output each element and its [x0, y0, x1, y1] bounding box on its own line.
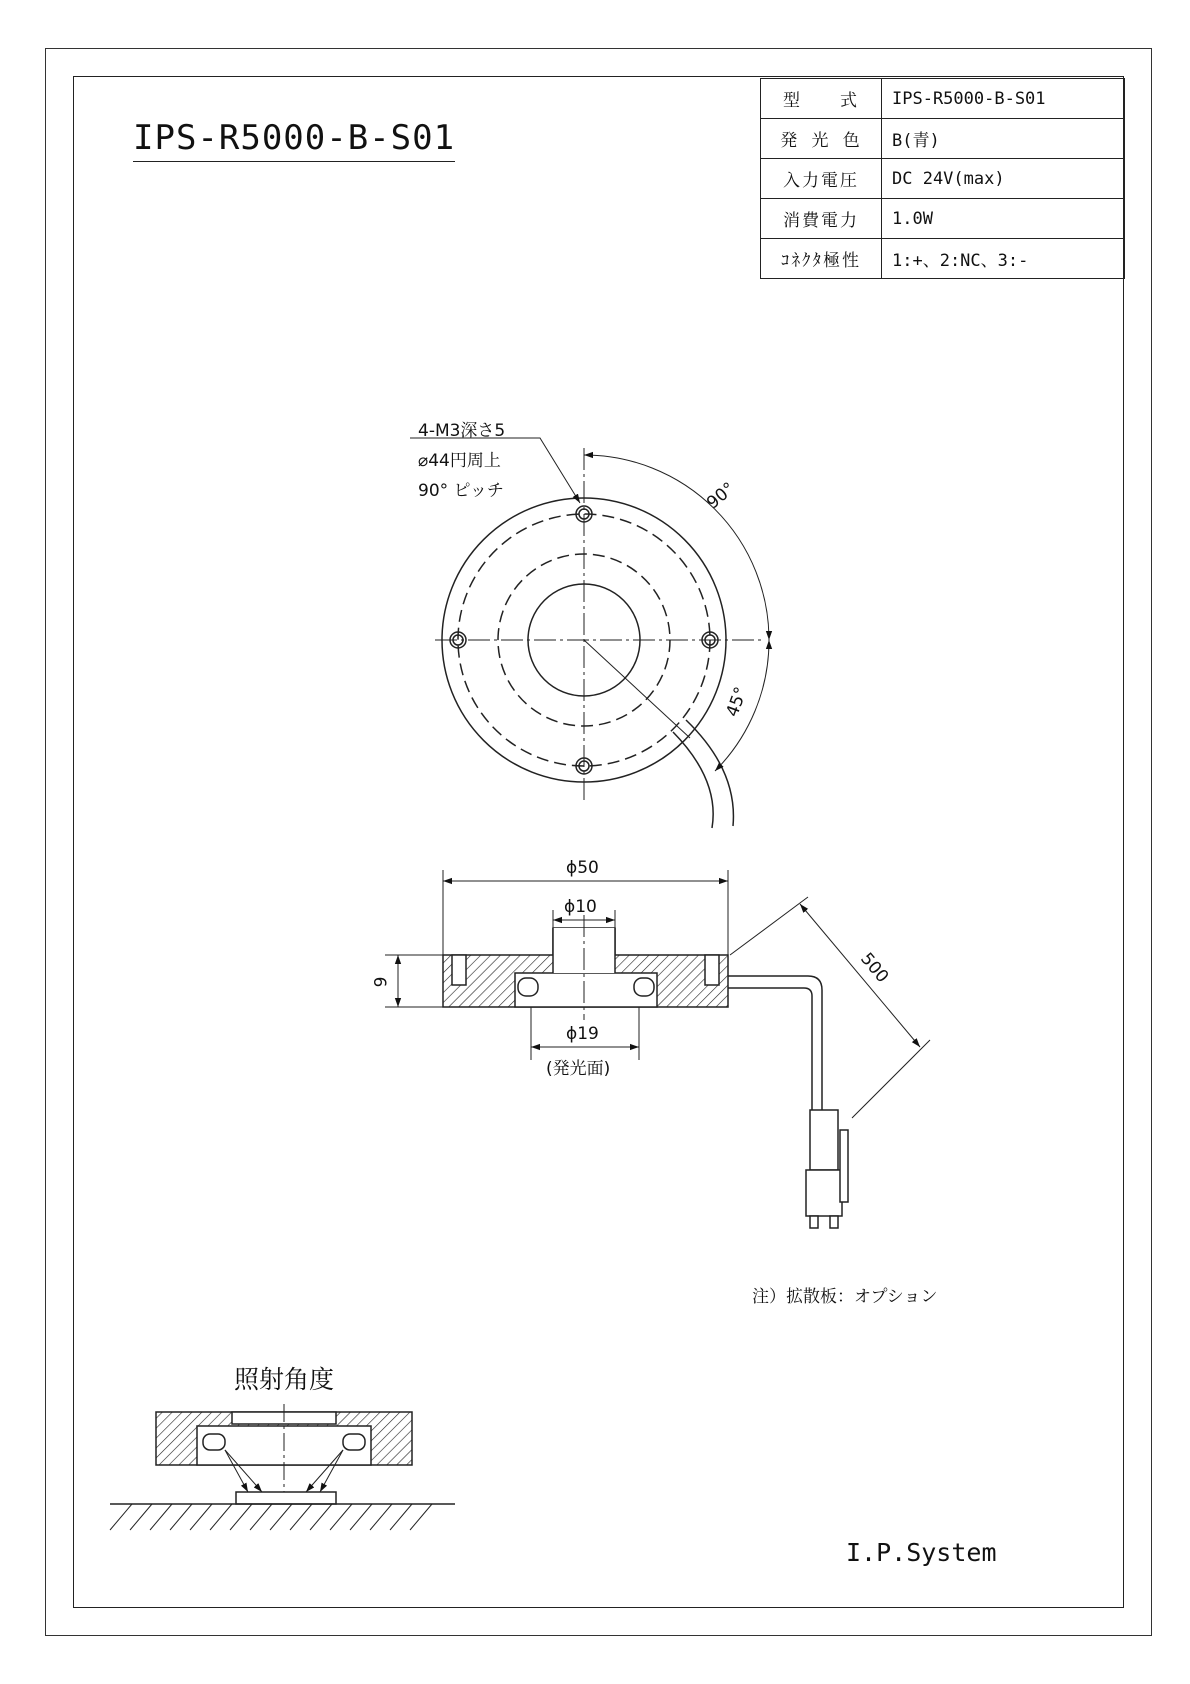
- hole-note-line3: 90° ピッチ: [418, 481, 504, 501]
- drawing-title: IPS-R5000-B-S01: [133, 118, 455, 162]
- spec-key: 発 光 色: [761, 119, 882, 159]
- led-left: [518, 978, 538, 996]
- cable-side: [728, 976, 822, 1110]
- section-view: [443, 915, 848, 1228]
- diffuser-note: 注）拡散板：オプション: [752, 1287, 938, 1307]
- dia-inner-label: ϕ10: [564, 897, 597, 917]
- angle-diagram: [110, 1404, 455, 1530]
- screw-hole-right: [705, 955, 719, 985]
- dia-outer-label: ϕ50: [566, 858, 599, 878]
- connector: [806, 1110, 848, 1228]
- spec-key: 消費電力: [761, 199, 882, 239]
- hole-note-line2: ⌀44円周上: [418, 451, 501, 471]
- angle-45-line: [584, 640, 690, 738]
- emit-surface-label: (発光面): [546, 1059, 611, 1079]
- spec-value: B(青): [882, 119, 1125, 159]
- ground-hatch: [110, 1504, 432, 1530]
- dia-emit-label: ϕ19: [566, 1024, 599, 1044]
- cable-top-2: [686, 720, 733, 826]
- spec-value: 1:+、2:NC、3:-: [882, 239, 1125, 279]
- spec-key: 入力電圧: [761, 159, 882, 199]
- spec-key: 型 式: [761, 79, 882, 119]
- angle-45-label: 45°: [722, 684, 752, 720]
- screw-hole-left: [452, 955, 466, 985]
- spec-value: 1.0W: [882, 199, 1125, 239]
- angle-90-label: 90°: [703, 478, 740, 514]
- spec-value: IPS-R5000-B-S01: [882, 79, 1125, 119]
- spec-value: DC 24V(max): [882, 159, 1125, 199]
- arc-90: [584, 455, 769, 640]
- led-right: [634, 978, 654, 996]
- company-name: I.P.System: [846, 1538, 997, 1567]
- hole-note-line1: 4-M3深さ5: [418, 421, 506, 441]
- cable-length-label: 500: [856, 949, 893, 987]
- angle-diagram-title: 照射角度: [234, 1365, 335, 1394]
- height-label: 9: [371, 976, 392, 988]
- spec-key: ｺﾈｸﾀ極性: [761, 239, 882, 279]
